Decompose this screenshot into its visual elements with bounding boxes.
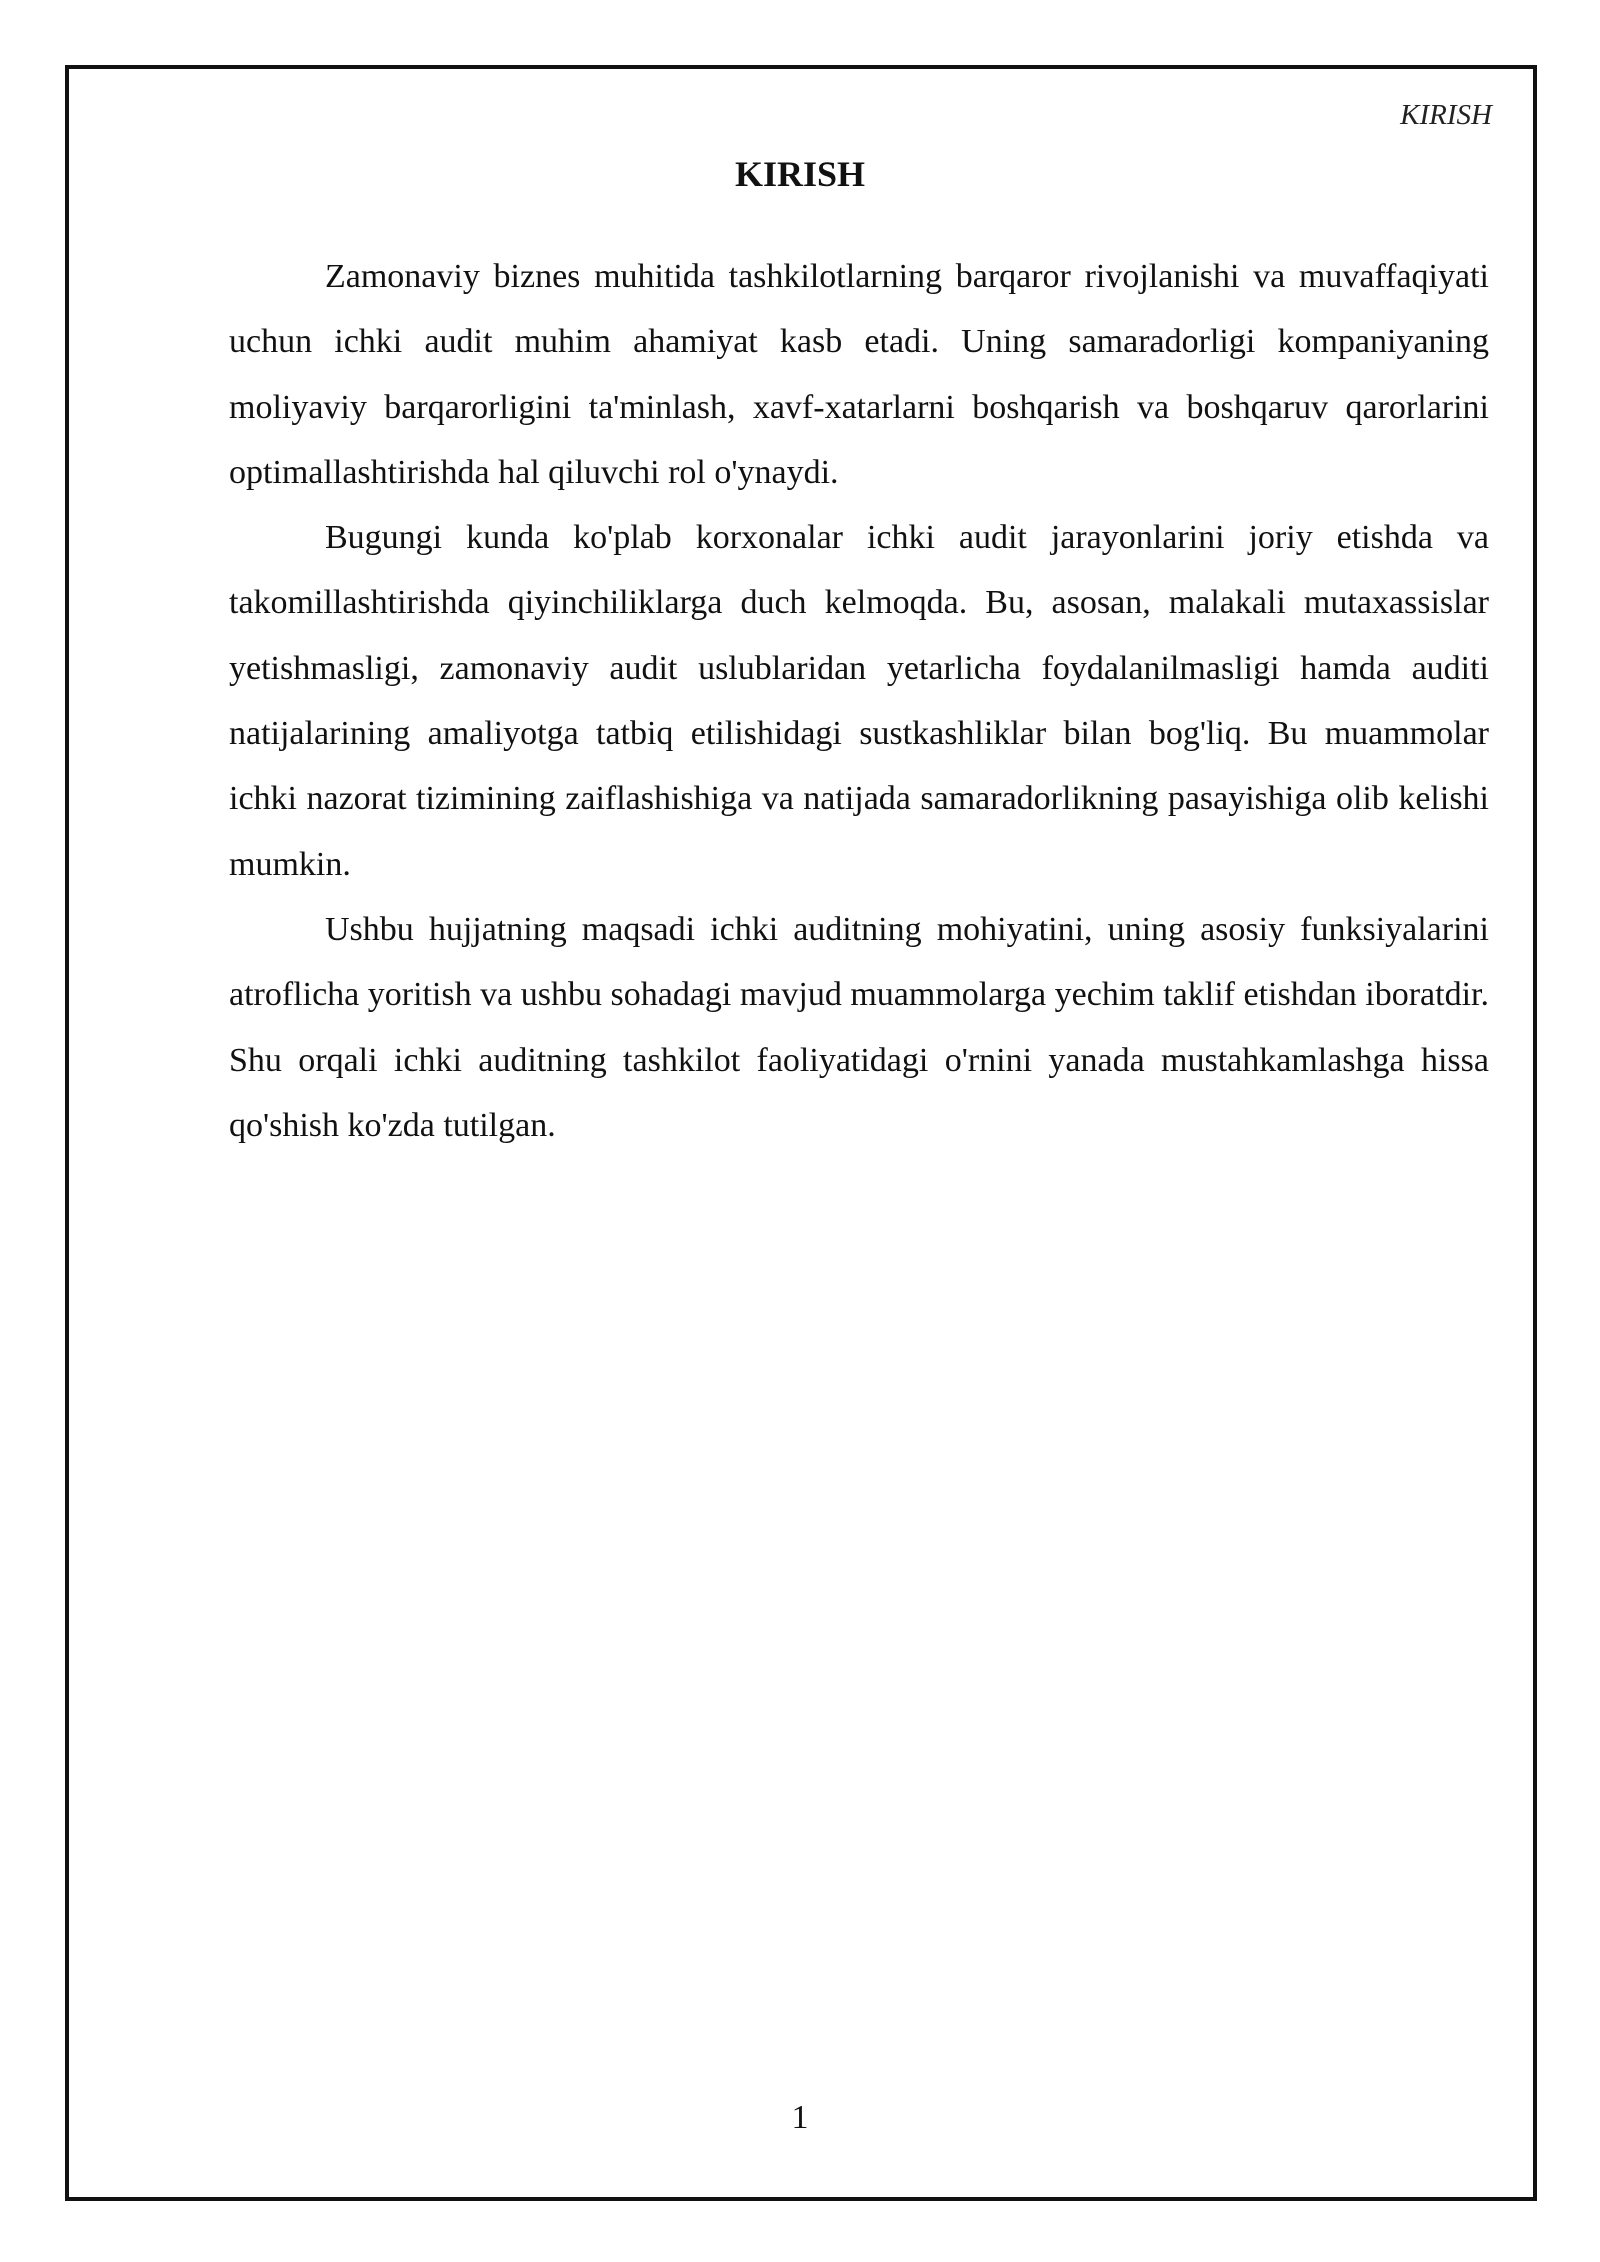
paragraph-3: Ushbu hujjatning maqsadi ichki auditning mohiyatini, uning asosiy funksiyalarini atroflicha yoritish va ushbu sohadagi mavjud muammolarga yechim taklif etishdan iboratdir. Shu orqali ichki auditning tashkilot faoliyatidagi o'rnini yanada mustahkamlashga hissa qo'shish ko'zda tutilgan. xyxy=(229,910,1489,1144)
paragraph-1: Zamonaviy biznes muhitida tashkilotlarning barqaror rivojlanishi va muvaffaqiyati uchun ichki audit muhim ahamiyat kasb etadi. Uning samaradorligi kompaniyaning moliyaviy barqarorligini ta'minlash, xavf-xatarlarni boshqarish va boshqaruv qarorlarini optimallashtirishda hal qiluvchi rol o'ynaydi. xyxy=(229,258,1489,491)
paragraph-2: Bugungi kunda ko'plab korxonalar ichki audit jarayonlarini joriy etishda va takomillashtirishda qiyinchiliklarga duch kelmoqda. Bu, asosan, malakali mutaxassislar yetishmasligi, zamonaviy audit uslublaridan yetarlicha foydalanilmasligi hamda auditi natijalarining amaliyotga tatbiq etilishidagi sustkashliklar bilan bog'liq. Bu muammolar ichki nazorat tizimining zaiflashishiga va natijada samaradorlikning pasayishiga olib kelishi mumkin. xyxy=(229,519,1489,883)
running-header: KIRISH xyxy=(1400,99,1492,131)
page-title: KIRISH xyxy=(734,154,866,194)
page-number: 1 xyxy=(791,2099,809,2136)
body-text xyxy=(229,244,1489,1158)
